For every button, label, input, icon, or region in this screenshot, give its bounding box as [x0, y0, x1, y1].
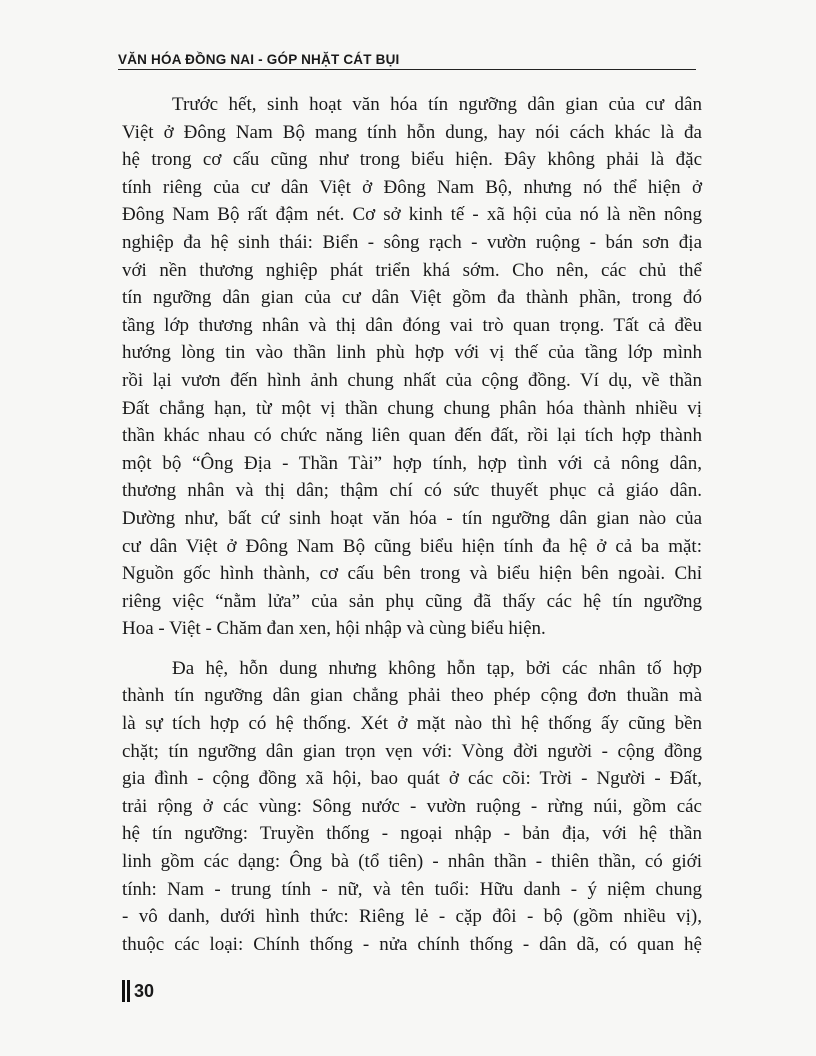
- text-line: Trước hết, sinh hoạt văn hóa tín ngưỡng dân gian của cư dân: [172, 94, 702, 115]
- text-line: rồi lại vươn đến hình ảnh chung nhất của cộng đồng. Ví dụ, về thần: [122, 369, 702, 391]
- text-line: tầng lớp thương nhân và thị dân đóng vai trò quan trọng. Tất cả đều: [122, 314, 702, 336]
- running-title: VĂN HÓA ĐỒNG NAI - GÓP NHẶT CÁT BỤI: [118, 52, 400, 67]
- text-line: Việt ở Đông Nam Bộ mang tính hỗn dung, hay nói cách khác là đa: [122, 121, 702, 143]
- text-line: Đất chẳng hạn, từ một vị thần chung chung phân hóa thành nhiều vị: [122, 397, 702, 419]
- text-line: gia đình - cộng đồng xã hội, bao quát ở các cõi: Trời - Người - Đất,: [122, 768, 702, 790]
- text-line: cư dân Việt ở Đông Nam Bộ cũng biểu hiện tính đa hệ ở cả ba mặt:: [122, 535, 702, 557]
- text-line: Đông Nam Bộ rất đậm nét. Cơ sở kinh tế - xã hội của nó là nền nông: [122, 204, 702, 226]
- text-line: riêng việc “nằm lửa” của sản phụ cũng đã thấy các hệ tín ngưỡng: [122, 590, 702, 612]
- paragraph-2: [122, 655, 702, 959]
- text-line: tín ngưỡng dân gian của cư dân Việt gồm đa thành phần, trong đó: [122, 287, 702, 309]
- text-line: nghiệp đa hệ sinh thái: Biển - sông rạch - vườn ruộng - bán sơn địa: [122, 231, 702, 253]
- page-number: 30: [134, 980, 155, 1001]
- text-line: tính riêng của cư dân Việt ở Đông Nam Bộ, nhưng nó thể hiện ở: [122, 176, 702, 198]
- paragraph-1: [122, 91, 702, 643]
- text-line: một bộ “Ông Địa - Thần Tài” hợp tính, hợp tình với cả nông dân,: [122, 452, 702, 474]
- page-body: [122, 91, 702, 958]
- text-line: hướng lòng tin vào thần linh phù hợp với vị thế của tầng lớp mình: [122, 342, 702, 364]
- text-line: chặt; tín ngưỡng dân gian trọn vẹn với: Vòng đời người - cộng đồng: [122, 740, 702, 762]
- text-line: thương nhân và thị dân; thậm chí có sức thuyết phục cả giáo dân.: [122, 480, 702, 502]
- text-line: với nền thương nghiệp phát triển khá sớm. Cho nên, các chủ thể: [122, 259, 702, 281]
- text-line: hệ tín ngưỡng: Truyền thống - ngoại nhập - bản địa, với hệ thần: [122, 823, 702, 845]
- text-line: - vô danh, dưới hình thức: Riêng lẻ - cặp đôi - bộ (gồm nhiều vị),: [122, 906, 702, 928]
- text-line: thuộc các loại: Chính thống - nửa chính thống - dân dã, có quan hệ: [122, 933, 702, 955]
- text-line: trải rộng ở các vùng: Sông nước - vườn ruộng - rừng núi, gồm các: [122, 795, 702, 817]
- running-header: [118, 52, 696, 70]
- text-line: Dường như, bất cứ sinh hoạt văn hóa - tín ngưỡng dân gian nào của: [122, 507, 702, 529]
- page-marker-bars: [122, 980, 130, 1002]
- text-line: là sự tích hợp có hệ thống. Xét ở mặt nào thì hệ thống ấy cũng bền: [122, 713, 702, 735]
- page-number-block: [122, 980, 154, 1002]
- text-line: Đa hệ, hỗn dung nhưng không hỗn tạp, bởi các nhân tố hợp: [172, 657, 702, 679]
- text-line: thần khác nhau có chức năng liên quan đến đất, rồi lại tích hợp thành: [122, 425, 702, 447]
- text-line: thành tín ngưỡng dân gian chẳng phải theo phép cộng đơn thuần mà: [122, 685, 702, 707]
- text-line: Hoa - Việt - Chăm đan xen, hội nhập và cùng biểu hiện.: [122, 618, 546, 640]
- text-line: linh gồm các dạng: Ông bà (tổ tiên) - nhân thần - thiên thần, có giới: [122, 851, 702, 873]
- text-line: tính: Nam - trung tính - nữ, và tên tuổi: Hữu danh - ý niệm chung: [122, 878, 702, 900]
- text-line: hệ trong cơ cấu cũng như trong biểu hiện. Đây không phải là đặc: [122, 149, 702, 171]
- text-line: Nguồn gốc hình thành, cơ cấu bên trong và biểu hiện bên ngoài. Chỉ: [122, 563, 702, 585]
